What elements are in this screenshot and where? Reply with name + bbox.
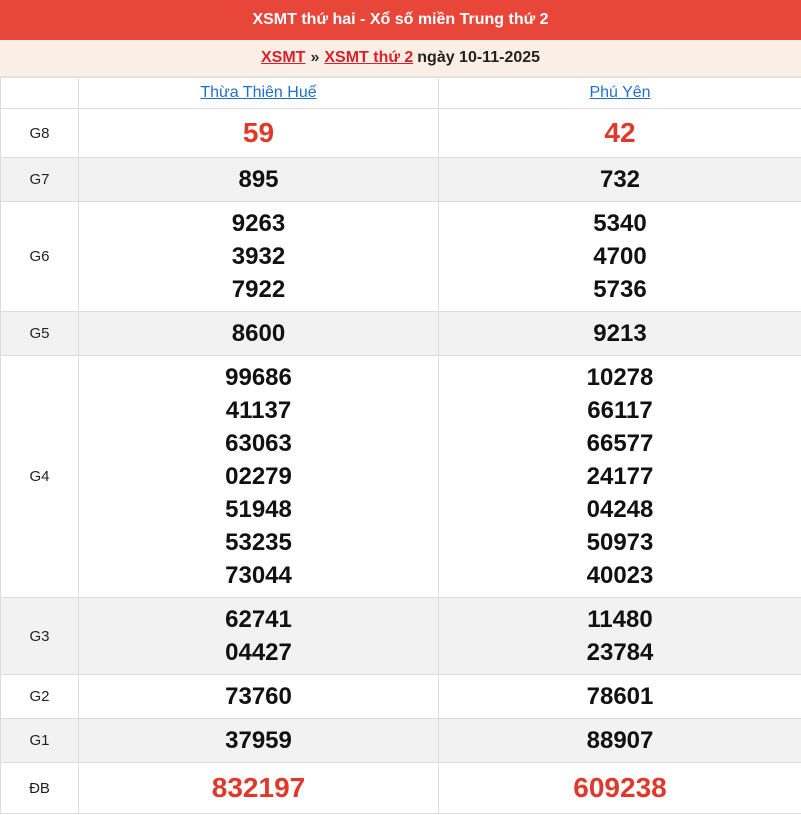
table-row bbox=[1, 719, 801, 763]
result-number: 37959 bbox=[225, 727, 292, 754]
prize-label: ĐB bbox=[1, 763, 79, 814]
result-cell bbox=[79, 158, 439, 202]
breadcrumb-link-xsmt-thu-2[interactable]: XSMT thứ 2 bbox=[324, 49, 414, 66]
result-cell bbox=[439, 675, 801, 719]
result-cell bbox=[79, 598, 439, 675]
prize-label: G1 bbox=[1, 719, 79, 763]
result-number: 40023 bbox=[586, 562, 654, 589]
result-number: 66577 bbox=[586, 430, 654, 457]
result-number: 66117 bbox=[587, 397, 653, 424]
prize-label: G8 bbox=[1, 109, 79, 158]
result-cell bbox=[79, 202, 439, 312]
result-number: 8600 bbox=[231, 320, 286, 347]
breadcrumb bbox=[0, 40, 801, 77]
results-table bbox=[0, 77, 801, 814]
province-header-2 bbox=[439, 78, 801, 109]
breadcrumb-link-xsmt[interactable]: XSMT bbox=[260, 49, 306, 66]
result-number: 895 bbox=[238, 166, 279, 193]
prize-label: G7 bbox=[1, 158, 79, 202]
result-number: 7922 bbox=[231, 276, 286, 303]
result-cell bbox=[439, 598, 801, 675]
result-cell bbox=[79, 719, 439, 763]
result-cell bbox=[79, 312, 439, 356]
result-number: 10278 bbox=[586, 364, 654, 391]
prize-label: G6 bbox=[1, 202, 79, 312]
jackpot-number: 609238 bbox=[573, 772, 667, 803]
result-cell bbox=[79, 763, 439, 814]
result-cell bbox=[79, 675, 439, 719]
prize-label: G5 bbox=[1, 312, 79, 356]
result-number: 78601 bbox=[586, 683, 654, 710]
header-empty-cell bbox=[1, 78, 79, 109]
result-cell bbox=[439, 312, 801, 356]
result-cell bbox=[439, 719, 801, 763]
table-header-row bbox=[1, 78, 801, 109]
result-number: 9263 bbox=[231, 210, 286, 237]
jackpot-number: 832197 bbox=[211, 772, 306, 803]
province-header-1 bbox=[79, 78, 439, 109]
result-number: 04427 bbox=[225, 639, 292, 666]
result-number: 04248 bbox=[586, 496, 654, 523]
table-row bbox=[1, 109, 801, 158]
result-number: 73044 bbox=[225, 562, 292, 589]
result-cell bbox=[439, 356, 801, 598]
result-number: 5736 bbox=[593, 276, 647, 303]
result-number: 3932 bbox=[231, 243, 286, 270]
result-number: 50973 bbox=[586, 529, 654, 556]
result-number: 11480 bbox=[587, 606, 653, 633]
result-number: 73760 bbox=[225, 683, 292, 710]
table-row bbox=[1, 356, 801, 598]
prize-label: G3 bbox=[1, 598, 79, 675]
province-link-thua-thien-hue[interactable]: Thừa Thiên Huế bbox=[200, 84, 317, 101]
breadcrumb-separator: » bbox=[310, 49, 320, 66]
table-row bbox=[1, 312, 801, 356]
result-number: 42 bbox=[604, 117, 636, 148]
result-cell bbox=[439, 109, 801, 158]
table-row bbox=[1, 158, 801, 202]
result-number: 62741 bbox=[225, 606, 292, 633]
table-row bbox=[1, 598, 801, 675]
result-number: 9213 bbox=[593, 320, 647, 347]
result-number: 732 bbox=[599, 166, 641, 193]
result-cell bbox=[439, 158, 801, 202]
result-number: 88907 bbox=[586, 727, 654, 754]
prize-label: G2 bbox=[1, 675, 79, 719]
result-number: 5340 bbox=[593, 210, 647, 237]
result-number: 63063 bbox=[225, 430, 292, 457]
result-cell bbox=[439, 202, 801, 312]
result-number: 99686 bbox=[225, 364, 292, 391]
result-number: 23784 bbox=[586, 639, 654, 666]
result-number: 4700 bbox=[593, 243, 647, 270]
result-number: 51948 bbox=[225, 496, 292, 523]
result-number: 59 bbox=[242, 117, 275, 148]
table-row bbox=[1, 675, 801, 719]
draw-date: ngày 10-11-2025 bbox=[417, 49, 541, 66]
result-cell bbox=[439, 763, 801, 814]
result-number: 02279 bbox=[225, 463, 292, 490]
province-link-phu-yen[interactable]: Phú Yên bbox=[589, 84, 651, 101]
result-number: 53235 bbox=[225, 529, 292, 556]
page-title: XSMT thứ hai - Xổ số miền Trung thứ 2 bbox=[0, 0, 801, 40]
table-row bbox=[1, 763, 801, 814]
result-number: 24177 bbox=[586, 463, 654, 490]
result-cell bbox=[79, 109, 439, 158]
result-number: 41137 bbox=[225, 397, 292, 424]
table-row bbox=[1, 202, 801, 312]
prize-label: G4 bbox=[1, 356, 79, 598]
result-cell bbox=[79, 356, 439, 598]
